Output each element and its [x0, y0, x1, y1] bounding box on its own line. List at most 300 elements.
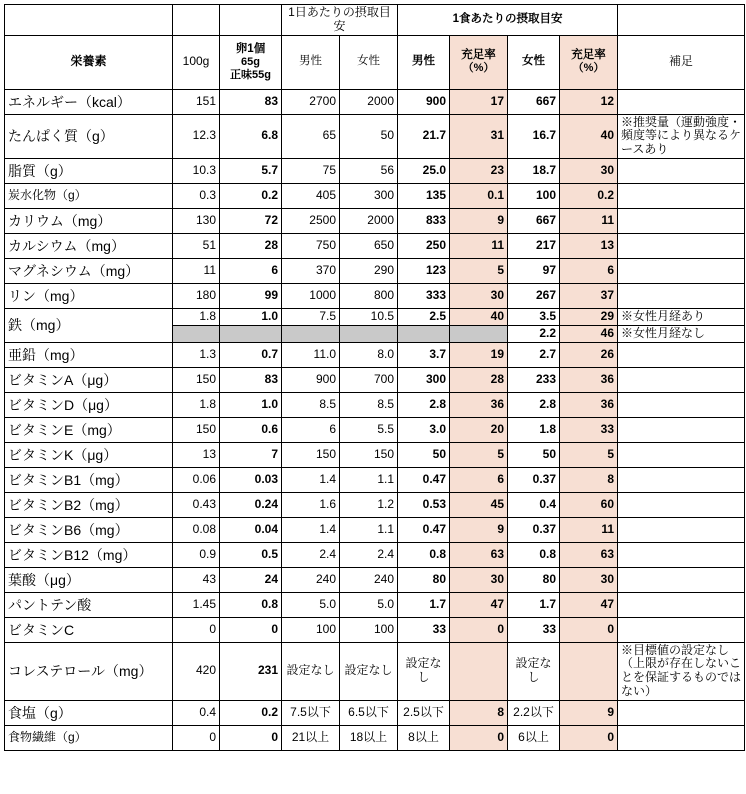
cell-daily-male: 2700 — [282, 89, 340, 114]
cell-meal-female-rate: 30 — [560, 158, 618, 183]
cell-daily-female: 10.5 — [340, 308, 398, 325]
cell-note: ※女性月経あり — [618, 308, 745, 325]
cell-egg: 6.8 — [220, 114, 282, 158]
cell-note — [618, 208, 745, 233]
cell-note — [618, 367, 745, 392]
cell-meal-female-rate: 37 — [560, 283, 618, 308]
cell-egg: 24 — [220, 567, 282, 592]
table-row — [5, 183, 745, 208]
cell-meal-female-rate: 33 — [560, 417, 618, 442]
cell-100g: 0.3 — [173, 183, 220, 208]
cell-meal-male: 333 — [398, 283, 450, 308]
table-row — [5, 617, 745, 642]
header-spacer-name — [5, 5, 173, 36]
cell-meal-female: 233 — [508, 367, 560, 392]
row-label: 食物繊維（g） — [5, 725, 173, 750]
cell-meal-male: 3.0 — [398, 417, 450, 442]
cell-meal-female-rate: 9 — [560, 700, 618, 725]
cell-100g: 420 — [173, 642, 220, 700]
cell-daily-male: 75 — [282, 158, 340, 183]
cell-meal-female-rate: 5 — [560, 442, 618, 467]
table-row — [5, 442, 745, 467]
cell-egg: 7 — [220, 442, 282, 467]
cell-meal-male: 123 — [398, 258, 450, 283]
cell-100g: 1.8 — [173, 392, 220, 417]
cell-meal-male: 8以上 — [398, 725, 450, 750]
cell-egg: 231 — [220, 642, 282, 700]
header-nutrient: 栄養素 — [5, 35, 173, 89]
cell-100g: 0.4 — [173, 700, 220, 725]
header-meal-female-rate-line1: 充足率 — [571, 49, 606, 62]
row-label: カルシウム（mg） — [5, 233, 173, 258]
cell-meal-female: 2.8 — [508, 392, 560, 417]
cell-meal-male-rate: 23 — [450, 158, 508, 183]
cell-meal-female-rate: 26 — [560, 342, 618, 367]
cell-egg: 1.0 — [220, 392, 282, 417]
header-note: 補足 — [618, 35, 745, 89]
cell-daily-male: 1.6 — [282, 492, 340, 517]
cell-meal-female: 0.37 — [508, 467, 560, 492]
cell-daily-male: 405 — [282, 183, 340, 208]
cell-daily-male: 1.4 — [282, 517, 340, 542]
cell-note — [618, 592, 745, 617]
cell-meal-male-rate: 47 — [450, 592, 508, 617]
cell-meal-female: 3.5 — [508, 308, 560, 325]
cell-daily-male: 6 — [282, 417, 340, 442]
cell-meal-male: 833 — [398, 208, 450, 233]
cell-egg: 0.5 — [220, 542, 282, 567]
cell-egg: 0 — [220, 617, 282, 642]
cell-meal-female: 設定なし — [508, 642, 560, 700]
header-per-100g: 100g — [173, 35, 220, 89]
cell-daily-female: 設定なし — [340, 642, 398, 700]
table-row — [5, 567, 745, 592]
cell-100g: 0 — [173, 617, 220, 642]
row-label: 亜鉛（mg） — [5, 342, 173, 367]
cell-daily-male-empty — [282, 325, 340, 342]
cell-meal-female-rate: 0 — [560, 617, 618, 642]
cell-meal-male: 25.0 — [398, 158, 450, 183]
cell-100g: 1.8 — [173, 308, 220, 325]
table-row — [5, 517, 745, 542]
cell-daily-male: 8.5 — [282, 392, 340, 417]
cell-100g: 180 — [173, 283, 220, 308]
row-label: 脂質（g） — [5, 158, 173, 183]
header-per-egg — [220, 35, 282, 89]
table-row-cholesterol — [5, 642, 745, 700]
cell-meal-male-rate: 0.1 — [450, 183, 508, 208]
cell-meal-male: 50 — [398, 442, 450, 467]
cell-note — [618, 617, 745, 642]
cell-meal-female: 1.8 — [508, 417, 560, 442]
cell-meal-female: 100 — [508, 183, 560, 208]
table-row — [5, 89, 745, 114]
cell-meal-male-rate: 9 — [450, 517, 508, 542]
cell-meal-female-rate: 13 — [560, 233, 618, 258]
cell-meal-male-rate: 17 — [450, 89, 508, 114]
cell-meal-male: 300 — [398, 367, 450, 392]
cell-daily-female: 2000 — [340, 208, 398, 233]
table-header-row — [5, 35, 745, 89]
cell-meal-male-rate: 40 — [450, 308, 508, 325]
cell-100g: 0 — [173, 725, 220, 750]
cell-meal-female: 0.8 — [508, 542, 560, 567]
cell-meal-female: 2.7 — [508, 342, 560, 367]
header-spacer-egg — [220, 5, 282, 36]
table-row — [5, 158, 745, 183]
cell-egg: 0.24 — [220, 492, 282, 517]
cell-daily-female: 5.5 — [340, 417, 398, 442]
cell-100g: 130 — [173, 208, 220, 233]
cell-meal-male-rate: 5 — [450, 258, 508, 283]
cell-100g: 0.08 — [173, 517, 220, 542]
cell-daily-female: 290 — [340, 258, 398, 283]
cell-meal-female-rate: 0 — [560, 725, 618, 750]
cell-daily-female: 100 — [340, 617, 398, 642]
cell-meal-male: 0.8 — [398, 542, 450, 567]
cell-meal-male-rate: 45 — [450, 492, 508, 517]
cell-note — [618, 258, 745, 283]
cell-meal-female-rate: 47 — [560, 592, 618, 617]
header-spacer-100g — [173, 5, 220, 36]
row-label: 葉酸（μg） — [5, 567, 173, 592]
cell-daily-male: 21以上 — [282, 725, 340, 750]
table-row — [5, 342, 745, 367]
cell-meal-female-rate: 36 — [560, 367, 618, 392]
cell-meal-female-rate: 46 — [560, 325, 618, 342]
cell-egg-empty — [220, 325, 282, 342]
cell-daily-male: 150 — [282, 442, 340, 467]
cell-meal-female: 80 — [508, 567, 560, 592]
header-group-daily: 1日あたりの摂取目安 — [282, 5, 398, 36]
cell-daily-female: 700 — [340, 367, 398, 392]
cell-note — [618, 89, 745, 114]
cell-note: ※推奨量（運動強度・頻度等により異なるケースあり — [618, 114, 745, 158]
cell-note — [618, 442, 745, 467]
cell-egg: 72 — [220, 208, 282, 233]
header-meal-female-rate-line2: （%） — [572, 62, 605, 75]
header-meal-female: 女性 — [508, 35, 560, 89]
table-row — [5, 467, 745, 492]
cell-meal-male: 33 — [398, 617, 450, 642]
cell-100g: 150 — [173, 367, 220, 392]
cell-daily-female: 8.0 — [340, 342, 398, 367]
cell-meal-female-rate: 29 — [560, 308, 618, 325]
cell-100g: 13 — [173, 442, 220, 467]
cell-100g: 12.3 — [173, 114, 220, 158]
cell-note — [618, 233, 745, 258]
row-label: リン（mg） — [5, 283, 173, 308]
cell-meal-male-rate — [450, 642, 508, 700]
cell-daily-female: 8.5 — [340, 392, 398, 417]
cell-daily-male: 240 — [282, 567, 340, 592]
cell-daily-male: 1.4 — [282, 467, 340, 492]
cell-note — [618, 567, 745, 592]
cell-meal-male: 3.7 — [398, 342, 450, 367]
cell-note: ※目標値の設定なし（上限が存在しないことを保証するものではない） — [618, 642, 745, 700]
cell-meal-female-rate: 6 — [560, 258, 618, 283]
cell-daily-male: 5.0 — [282, 592, 340, 617]
cell-meal-female-rate: 40 — [560, 114, 618, 158]
table-row — [5, 592, 745, 617]
cell-meal-male-rate: 30 — [450, 567, 508, 592]
cell-meal-female-rate: 11 — [560, 208, 618, 233]
cell-egg: 0.6 — [220, 417, 282, 442]
table-row — [5, 417, 745, 442]
cell-100g: 0.06 — [173, 467, 220, 492]
cell-daily-male: 900 — [282, 367, 340, 392]
row-label: 炭水化物（g） — [5, 183, 173, 208]
cell-meal-female-rate: 0.2 — [560, 183, 618, 208]
cell-daily-male: 7.5 — [282, 308, 340, 325]
header-daily-male: 男性 — [282, 35, 340, 89]
cell-daily-male: 2500 — [282, 208, 340, 233]
row-label: ビタミンC — [5, 617, 173, 642]
header-meal-male: 男性 — [398, 35, 450, 89]
header-per-egg-line2: 65g — [241, 56, 260, 69]
cell-meal-male-rate: 19 — [450, 342, 508, 367]
cell-daily-female: 1.2 — [340, 492, 398, 517]
cell-100g: 151 — [173, 89, 220, 114]
cell-daily-female: 50 — [340, 114, 398, 158]
cell-daily-female: 650 — [340, 233, 398, 258]
table-row — [5, 283, 745, 308]
cell-egg: 5.7 — [220, 158, 282, 183]
cell-meal-female: 1.7 — [508, 592, 560, 617]
cell-daily-male: 設定なし — [282, 642, 340, 700]
table-row — [5, 233, 745, 258]
cell-100g: 1.45 — [173, 592, 220, 617]
table-row — [5, 492, 745, 517]
table-row — [5, 208, 745, 233]
cell-meal-female-rate: 36 — [560, 392, 618, 417]
cell-meal-male: 80 — [398, 567, 450, 592]
row-label: ビタミンK（μg） — [5, 442, 173, 467]
cell-daily-female: 2000 — [340, 89, 398, 114]
cell-daily-female: 18以上 — [340, 725, 398, 750]
cell-meal-male: 設定なし — [398, 642, 450, 700]
cell-egg: 1.0 — [220, 308, 282, 325]
row-label: コレステロール（mg） — [5, 642, 173, 700]
cell-meal-female-rate: 12 — [560, 89, 618, 114]
cell-note — [618, 392, 745, 417]
cell-meal-female: 667 — [508, 208, 560, 233]
cell-meal-male-rate-empty — [450, 325, 508, 342]
cell-daily-female: 1.1 — [340, 467, 398, 492]
cell-note — [618, 342, 745, 367]
cell-egg: 6 — [220, 258, 282, 283]
cell-daily-female: 2.4 — [340, 542, 398, 567]
cell-meal-female: 0.37 — [508, 517, 560, 542]
cell-daily-male: 1000 — [282, 283, 340, 308]
cell-egg: 28 — [220, 233, 282, 258]
cell-egg: 0 — [220, 725, 282, 750]
cell-meal-female: 2.2 — [508, 325, 560, 342]
cell-egg: 0.2 — [220, 700, 282, 725]
cell-daily-male: 2.4 — [282, 542, 340, 567]
cell-meal-male: 21.7 — [398, 114, 450, 158]
table-header-group-row — [5, 5, 745, 36]
nutrition-table — [4, 4, 745, 751]
cell-note — [618, 517, 745, 542]
cell-note — [618, 183, 745, 208]
cell-meal-female: 667 — [508, 89, 560, 114]
table-row — [5, 367, 745, 392]
header-meal-male-rate — [450, 35, 508, 89]
row-label: パントテン酸 — [5, 592, 173, 617]
cell-egg: 83 — [220, 367, 282, 392]
header-meal-male-rate-line2: （%） — [462, 62, 495, 75]
row-label: ビタミンB2（mg） — [5, 492, 173, 517]
cell-daily-male: 370 — [282, 258, 340, 283]
header-group-meal: 1食あたりの摂取目安 — [398, 5, 618, 36]
cell-daily-female: 1.1 — [340, 517, 398, 542]
row-label: 鉄（mg） — [5, 308, 173, 342]
row-label: エネルギー（kcal） — [5, 89, 173, 114]
row-label: ビタミンE（mg） — [5, 417, 173, 442]
row-label: たんぱく質（g） — [5, 114, 173, 158]
cell-meal-male: 900 — [398, 89, 450, 114]
cell-meal-male: 250 — [398, 233, 450, 258]
cell-daily-female: 6.5以下 — [340, 700, 398, 725]
cell-meal-female: 217 — [508, 233, 560, 258]
cell-note — [618, 542, 745, 567]
cell-meal-male: 1.7 — [398, 592, 450, 617]
cell-100g: 43 — [173, 567, 220, 592]
cell-egg: 83 — [220, 89, 282, 114]
cell-100g-empty — [173, 325, 220, 342]
cell-100g: 11 — [173, 258, 220, 283]
cell-meal-female-rate: 60 — [560, 492, 618, 517]
cell-meal-female: 6以上 — [508, 725, 560, 750]
table-row — [5, 114, 745, 158]
cell-egg: 0.2 — [220, 183, 282, 208]
header-meal-female-rate — [560, 35, 618, 89]
row-label: ビタミンA（μg） — [5, 367, 173, 392]
header-meal-male-rate-line1: 充足率 — [461, 49, 496, 62]
cell-daily-female: 150 — [340, 442, 398, 467]
cell-note — [618, 725, 745, 750]
cell-meal-male: 0.47 — [398, 467, 450, 492]
row-label: ビタミンB6（mg） — [5, 517, 173, 542]
row-label: マグネシウム（mg） — [5, 258, 173, 283]
cell-note — [618, 158, 745, 183]
cell-egg: 99 — [220, 283, 282, 308]
cell-note — [618, 283, 745, 308]
cell-daily-female: 5.0 — [340, 592, 398, 617]
header-spacer-note — [618, 5, 745, 36]
cell-daily-male: 11.0 — [282, 342, 340, 367]
cell-meal-female: 267 — [508, 283, 560, 308]
table-row — [5, 542, 745, 567]
cell-100g: 51 — [173, 233, 220, 258]
cell-note: ※女性月経なし — [618, 325, 745, 342]
cell-meal-male: 0.47 — [398, 517, 450, 542]
row-label: ビタミンD（μg） — [5, 392, 173, 417]
cell-meal-male-rate: 11 — [450, 233, 508, 258]
cell-meal-male: 0.53 — [398, 492, 450, 517]
cell-note — [618, 492, 745, 517]
cell-meal-male-rate: 28 — [450, 367, 508, 392]
row-label: カリウム（mg） — [5, 208, 173, 233]
cell-meal-female: 18.7 — [508, 158, 560, 183]
cell-daily-male: 750 — [282, 233, 340, 258]
cell-daily-male: 65 — [282, 114, 340, 158]
cell-meal-male-rate: 0 — [450, 725, 508, 750]
nutrition-table-sheet — [0, 4, 746, 794]
table-row-salt — [5, 700, 745, 725]
cell-meal-female-rate: 11 — [560, 517, 618, 542]
table-row — [5, 392, 745, 417]
cell-daily-female-empty — [340, 325, 398, 342]
cell-meal-male-rate: 63 — [450, 542, 508, 567]
cell-meal-male-rate: 20 — [450, 417, 508, 442]
cell-meal-male-rate: 5 — [450, 442, 508, 467]
cell-meal-male-rate: 8 — [450, 700, 508, 725]
header-per-egg-line3: 正味55g — [230, 68, 271, 81]
cell-note — [618, 467, 745, 492]
cell-meal-male-rate: 6 — [450, 467, 508, 492]
cell-meal-male: 2.8 — [398, 392, 450, 417]
cell-egg: 0.8 — [220, 592, 282, 617]
cell-meal-male-rate: 0 — [450, 617, 508, 642]
cell-meal-male: 2.5以下 — [398, 700, 450, 725]
cell-meal-male-rate: 30 — [450, 283, 508, 308]
cell-meal-female: 50 — [508, 442, 560, 467]
cell-100g: 150 — [173, 417, 220, 442]
header-daily-female: 女性 — [340, 35, 398, 89]
table-row-fiber — [5, 725, 745, 750]
cell-daily-male: 100 — [282, 617, 340, 642]
cell-daily-female: 240 — [340, 567, 398, 592]
cell-100g: 10.3 — [173, 158, 220, 183]
row-label: ビタミンB1（mg） — [5, 467, 173, 492]
cell-100g: 0.43 — [173, 492, 220, 517]
cell-daily-female: 800 — [340, 283, 398, 308]
cell-note — [618, 700, 745, 725]
row-label: 食塩（g） — [5, 700, 173, 725]
cell-meal-female: 33 — [508, 617, 560, 642]
cell-egg: 0.04 — [220, 517, 282, 542]
cell-meal-male-rate: 36 — [450, 392, 508, 417]
cell-100g: 0.9 — [173, 542, 220, 567]
table-row-iron-menstruating — [5, 308, 745, 325]
cell-meal-female-rate — [560, 642, 618, 700]
cell-meal-female: 2.2以下 — [508, 700, 560, 725]
cell-meal-male-rate: 9 — [450, 208, 508, 233]
cell-note — [618, 417, 745, 442]
cell-meal-female-rate: 30 — [560, 567, 618, 592]
cell-daily-male: 7.5以下 — [282, 700, 340, 725]
cell-meal-female: 97 — [508, 258, 560, 283]
cell-meal-male-rate: 31 — [450, 114, 508, 158]
cell-meal-male-empty — [398, 325, 450, 342]
cell-meal-female: 16.7 — [508, 114, 560, 158]
cell-daily-female: 56 — [340, 158, 398, 183]
cell-meal-male: 2.5 — [398, 308, 450, 325]
cell-meal-female-rate: 63 — [560, 542, 618, 567]
cell-100g: 1.3 — [173, 342, 220, 367]
cell-meal-female: 0.4 — [508, 492, 560, 517]
cell-egg: 0.7 — [220, 342, 282, 367]
cell-meal-male: 135 — [398, 183, 450, 208]
table-row — [5, 258, 745, 283]
cell-daily-female: 300 — [340, 183, 398, 208]
cell-meal-female-rate: 8 — [560, 467, 618, 492]
cell-egg: 0.03 — [220, 467, 282, 492]
row-label: ビタミンB12（mg） — [5, 542, 173, 567]
header-per-egg-line1: 卵1個 — [235, 42, 266, 55]
